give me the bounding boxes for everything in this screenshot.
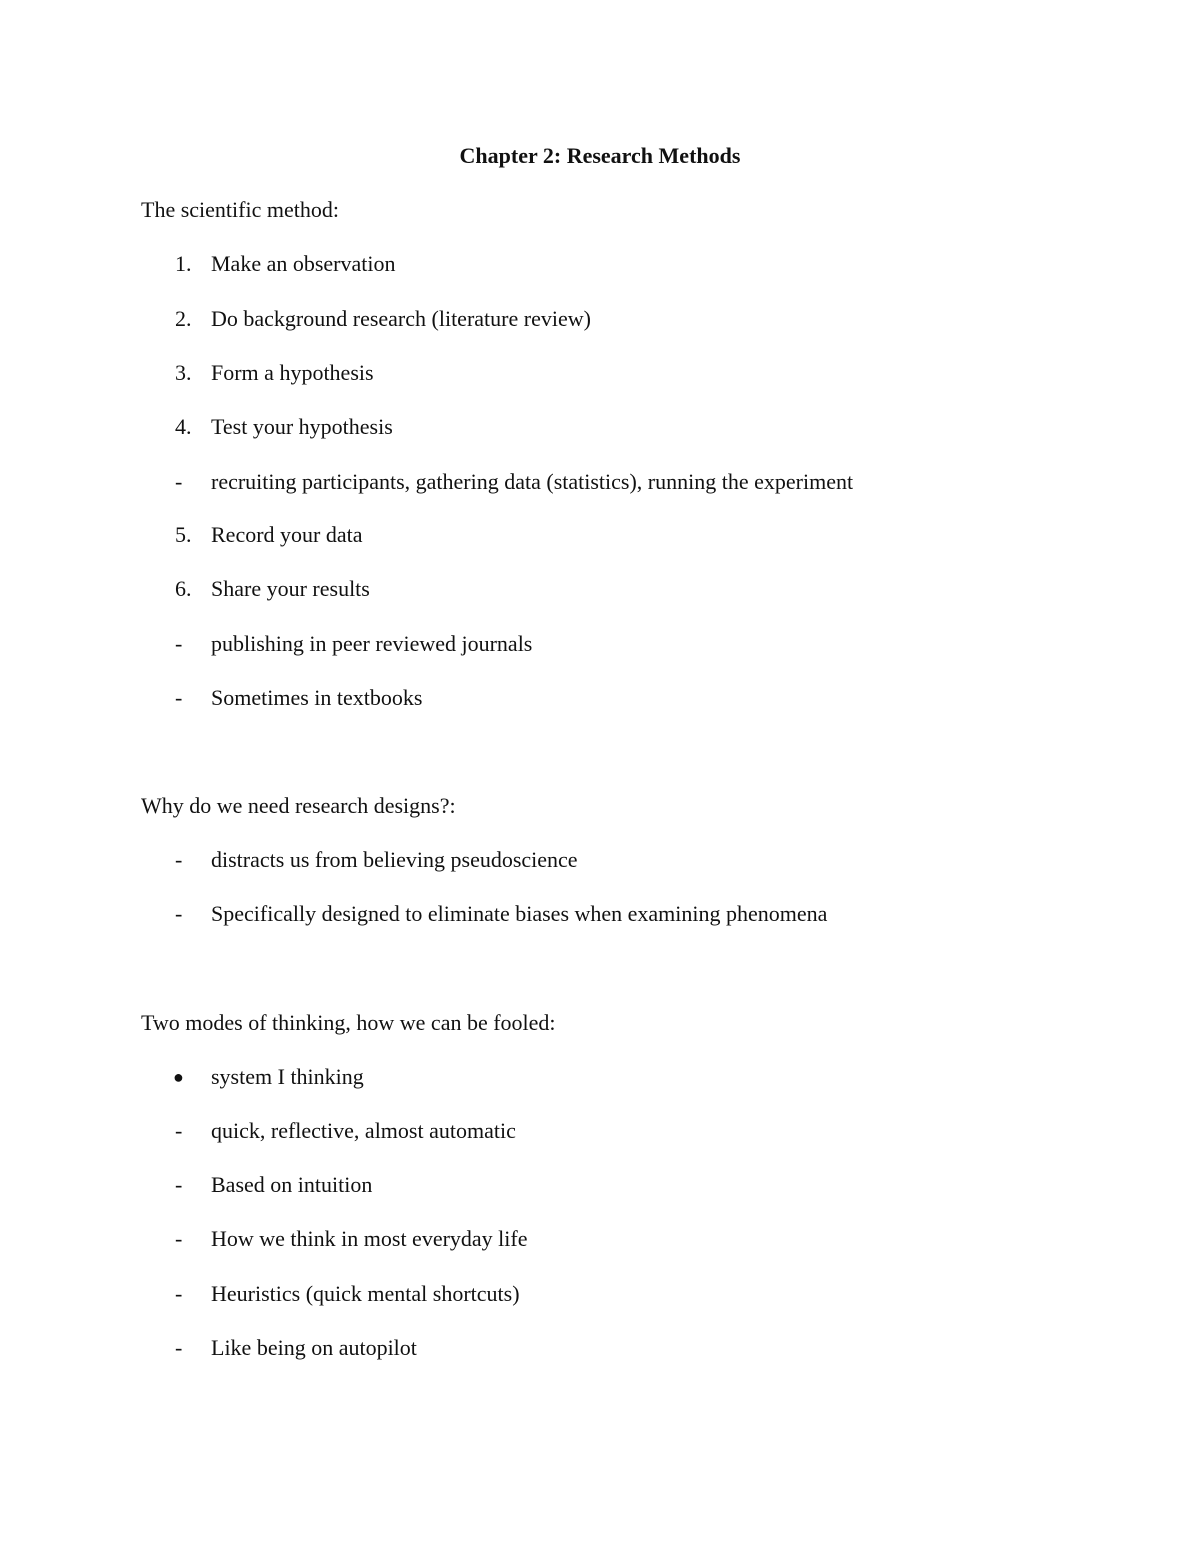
bullet-icon: ● [173,1067,184,1087]
section-heading-modes-of-thinking: Two modes of thinking, how we can be fooled: [141,1010,556,1035]
list-item-text: Specifically designed to eliminate biases when examining phenomena [211,901,828,926]
list-marker: - [175,685,183,710]
list-item-text: How we think in most everyday life [211,1226,528,1251]
list-item-text: recruiting participants, gathering data (statistics), running the experiment [211,469,854,494]
list-marker: - [175,1281,183,1306]
list-item-text: Do background research (literature review) [211,306,591,331]
list-marker: 6. [175,576,192,601]
section-heading-research-designs: Why do we need research designs?: [141,793,456,818]
list-marker: - [175,1118,183,1143]
list-item-text: Make an observation [211,251,396,276]
list-item-text: Heuristics (quick mental shortcuts) [211,1281,520,1306]
list-marker: 3. [175,360,192,385]
page-title: Chapter 2: Research Methods [459,143,741,168]
list-marker: - [175,631,183,656]
list-marker: - [175,1172,183,1197]
list-item-text: Form a hypothesis [211,360,374,385]
list-marker: - [175,1335,183,1360]
list-marker: 1. [175,251,192,276]
list-marker: - [175,469,183,494]
list-item-text: Test your hypothesis [211,414,393,439]
list-item-text: Record your data [211,522,363,547]
section-heading-scientific-method: The scientific method: [141,197,339,222]
list-marker: 5. [175,522,192,547]
list-item-text: Like being on autopilot [211,1335,417,1360]
list-item-text: Share your results [211,576,370,601]
list-item-text: Sometimes in textbooks [211,685,423,710]
list-marker: - [175,847,183,872]
list-item-text: system I thinking [211,1064,364,1089]
list-item-text: distracts us from believing pseudoscience [211,847,578,872]
list-item-text: quick, reflective, almost automatic [211,1118,516,1143]
list-item-text: Based on intuition [211,1172,373,1197]
list-marker: 4. [175,414,192,439]
list-marker: 2. [175,306,192,331]
list-marker: - [175,901,183,926]
list-item-text: publishing in peer reviewed journals [211,631,533,656]
list-marker: - [175,1226,183,1251]
